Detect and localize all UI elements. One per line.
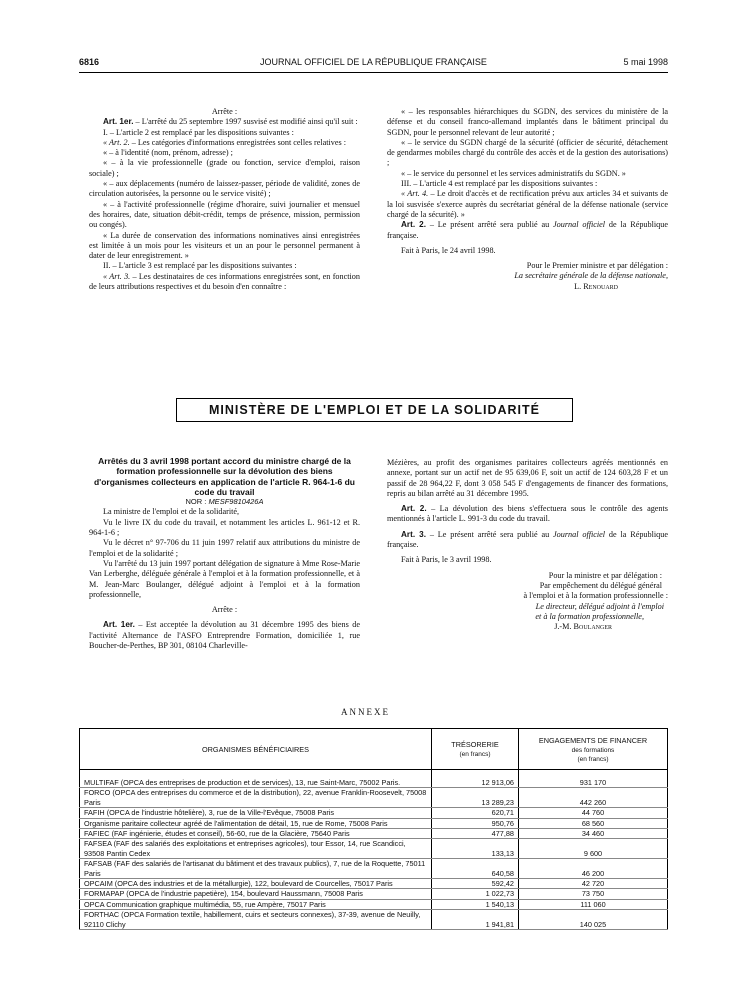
table-row [80,829,668,839]
nor-reference: NOR : MESF9810426A [185,497,264,507]
signature-line: Pour la ministre et par délégation : [548,570,662,580]
ministry-heading: MINISTÈRE DE L'EMPLOI ET DE LA SOLIDARITÉ [176,398,573,422]
signature-line: à l'emploi et à la formation professionnelle : [523,591,668,601]
tresorerie-cell: 477,88 [432,829,519,839]
fait-a-paris: Fait à Paris, le 24 avril 1998. [401,245,496,255]
org-cell: OPCAIM (OPCA des industries et de la métallurgie), 122, boulevard de Courcelles, 75017 Paris [80,879,432,889]
bottom-left-column [89,456,360,651]
org-cell: MULTIFAF (OPCA des entreprises de production et de services), 13, rue Saint-Marc, 75002 Paris. [80,778,432,788]
list-item: « – à l'identité (nom, prénom, adresse) ; [103,148,233,158]
top-left-column [89,107,360,292]
continuation-paragraph: Mézières, au profit des organismes paritaires collecteurs agréés mentionnés en annexe, portant sur un actif net de 95 639,06 F, soit un actif de 124 603,28 F et un passif de 28 964,22 F, dont 3 058 545 F d'engagements de financer des formations, repris au bilan arrêté au 31 décembre 1995. [387,458,668,498]
engagements-cell: 9 600 [519,839,668,859]
table-row [80,788,668,808]
signature-line: et à la formation professionnelle, [535,611,644,621]
quote-art-4: « Art. 4. – Le droit d'accès et de rectification prévu aux articles 34 et suivants de la loi susvisée s'exerce auprès du secrétariat général de la défense nationale (service chargé de la sécurité). » [387,189,668,219]
minister-line: La ministre de l'emploi et de la solidarité, [103,507,240,517]
signature-line: Pour le Premier ministre et par délégation : [526,261,668,271]
table-spacer [80,770,668,779]
list-item: « – à la vie professionnelle (grade ou fonction, service d'emploi, raison sociale) ; [89,158,360,178]
annexe-title: ANNEXE [341,707,390,717]
engagements-cell: 46 200 [519,859,668,879]
org-cell: FORMAPAP (OPCA de l'industrie papetière), 154, boulevard Haussmann, 75008 Paris [80,889,432,899]
table-row [80,808,668,818]
table-row [80,818,668,828]
engagements-cell: 34 460 [519,829,668,839]
duree-paragraph: « La durée de conservation des informations nominatives ainsi enregistrées est limitée à un mois pour les visiteurs et un an pour le personnel permanent à dater de leur enregistrement. » [89,230,360,261]
tresorerie-cell: 1 941,81 [432,910,519,930]
table-row [80,879,668,889]
signature-line: Par empêchement du délégué général [539,580,662,590]
list-item: « – à l'activité professionnelle (régime d'horaire, suivi journalier et mensuel des horaires, date, situation débit-crédit, temps de présence, mission, permission ou congés). [89,199,360,230]
decree-title: Arrêtés du 3 avril 1998 portant accord du ministre chargé de la formation professionnelle sur la dévolution des biens d'organismes collecteurs en application de l'article R. 964-1-6 du code du travail [93,456,355,497]
org-cell: FORTHAC (OPCA Formation textile, habillement, cuirs et secteurs connexes), 37-39, avenue de Neuilly, 92110 Clichy [80,910,432,930]
org-cell: FAFIEC (FAF ingénierie, études et conseil), 56-60, rue de la Glacière, 75640 Paris [80,829,432,839]
signatory-name: L. Renouard [574,281,618,291]
issue-date: 5 mai 1998 [623,57,668,67]
table-row [80,889,668,899]
header-rule [79,72,668,73]
engagements-cell: 931 170 [519,778,668,788]
tresorerie-cell: 592,42 [432,879,519,889]
list-item: « – le service du personnel et les services administratifs du SGDN. » [401,168,626,178]
vu-paragraph: Vu le livre IX du code du travail, et notamment les articles L. 961-12 et R. 964-1-6 ; [89,517,360,538]
signature-line: La secrétaire générale de la défense nationale, [514,271,668,281]
vu-paragraph: Vu l'arrêté du 13 juin 1997 portant délégation de signature à Mme Rose-Marie Van Lerberghe, déléguée générale à l'emploi et à la formation professionnelle, et à M. Jean-Marc Boulanger, délégué adjoint à l'emploi et à la formation professionnelle, [89,558,360,599]
article-3: Art. 3. – Le présent arrêté sera publié au Journal officiel de la République française. [387,529,668,550]
article-2: Art. 2. – La dévolution des biens s'effectuera sous le contrôle des agents mentionnés à l'article L. 991-3 du code du travail. [387,504,668,524]
tresorerie-cell: 13 289,23 [432,788,519,808]
list-item: « – le service du SGDN chargé de la sécurité (officier de sécurité, détachement de gendarmes mobiles chargé du contrôle des accès et de la gestion des autorisations) ; [387,137,668,168]
header-engagements: ENGAGEMENTS DE FINANCER des formations (en francs) [519,729,668,770]
table-row [80,910,668,930]
engagements-cell: 42 720 [519,879,668,889]
point-1: I. – L'article 2 est remplacé par les dispositions suivantes : [103,127,294,137]
engagements-cell: 68 560 [519,818,668,828]
tresorerie-cell: 620,71 [432,808,519,818]
org-cell: Organisme paritaire collecteur agréé de l'alimentation de détail, 15, rue de Rome, 75008 Paris [80,818,432,828]
quote-art-3: « Art. 3. – Les destinataires de ces informations enregistrées sont, en fonction de leurs attributions respectives et du besoin d'en connaître : [89,271,360,292]
engagements-cell: 73 750 [519,889,668,899]
tresorerie-cell: 950,76 [432,818,519,828]
engagements-cell: 111 060 [519,899,668,909]
engagements-cell: 140 025 [519,910,668,930]
article-1: Art. 1er. – L'arrêté du 25 septembre 1997 susvisé est modifié ainsi qu'il suit : [103,117,358,127]
org-cell: FAFSAB (FAF des salariés de l'artisanat du bâtiment et des travaux publics), 7, rue de la Roquette, 75011 Paris [80,859,432,879]
annexe-table [79,728,668,930]
article-2: Art. 2. – Le présent arrêté sera publié au Journal officiel de la République française. [387,220,668,240]
page-number: 6816 [79,57,100,67]
header-tresorerie: TRÉSORERIE (en francs) [432,729,519,770]
tresorerie-cell: 640,58 [432,859,519,879]
arrete-heading: Arrête : [211,107,238,116]
org-cell: FAFIH (OPCA de l'industrie hôtelière), 3, rue de la Ville-l'Evêque, 75008 Paris [80,808,432,818]
org-cell: FORCO (OPCA des entreprises du commerce et de la distribution), 22, avenue Franklin-Roosevelt, 75008 Paris [80,788,432,808]
article-1: Art. 1er. – Est acceptée la dévolution au 31 décembre 1995 des biens de l'activité Alternance de l'ASFO Entreprendre Formation, domiciliée 1, rue Boucher-de-Perthes, BP 301, 08104 Charleville- [89,620,360,651]
journal-title: JOURNAL OFFICIEL DE LA RÉPUBLIQUE FRANÇAISE [260,57,487,67]
vu-paragraph: Vu le décret n° 97-706 du 11 juin 1997 relatif aux attributions du ministre de l'emploi et de la solidarité ; [89,538,360,558]
table-row [80,899,668,909]
fait-a-paris: Fait à Paris, le 3 avril 1998. [401,555,492,565]
signatory-name: J.-M. Boulanger [554,622,612,632]
arrete-heading: Arrête : [211,605,238,615]
tresorerie-cell: 1 022,73 [432,889,519,899]
header-organismes: ORGANISMES BÉNÉFICIAIRES [80,729,432,770]
quote-art-2: « Art. 2. – Les catégories d'informations enregistrées sont celles relatives : [103,137,347,147]
table-row [80,859,668,879]
org-cell: OPCA Communication graphique multimédia, 55, rue Ampère, 75017 Paris [80,899,432,909]
point-2: II. – L'article 3 est remplacé par les dispositions suivantes : [103,261,297,271]
list-item: « – aux déplacements (numéro de laissez-passer, période de validité, zones de circulation autorisées, la personne ou le service visité) ; [89,179,360,199]
table-row [80,778,668,788]
engagements-cell: 44 760 [519,808,668,818]
signature-line: Le directeur, délégué adjoint à l'emploi [535,601,664,611]
engagements-cell: 442 260 [519,788,668,808]
top-right-column [387,107,668,292]
tresorerie-cell: 12 913,06 [432,778,519,788]
bottom-right-column [387,458,668,632]
tresorerie-cell: 133,13 [432,839,519,859]
org-cell: FAFSEA (FAF des salariés des exploitations et entreprises agricoles), tour Essor, 14, rue Scandicci, 93508 Pantin Cedex [80,839,432,859]
table-row [80,839,668,859]
point-3: III. – L'article 4 est remplacé par les dispositions suivantes : [401,179,598,189]
table-header-row [80,729,668,770]
list-item: « – les responsables hiérarchiques du SGDN, des services du ministère de la défense et du conseil franco-allemand implantés dans le bâtiment principal du SGDN, pour le personnel relevant de leur autorité ; [387,107,668,137]
tresorerie-cell: 1 540,13 [432,899,519,909]
page-header [79,57,668,71]
